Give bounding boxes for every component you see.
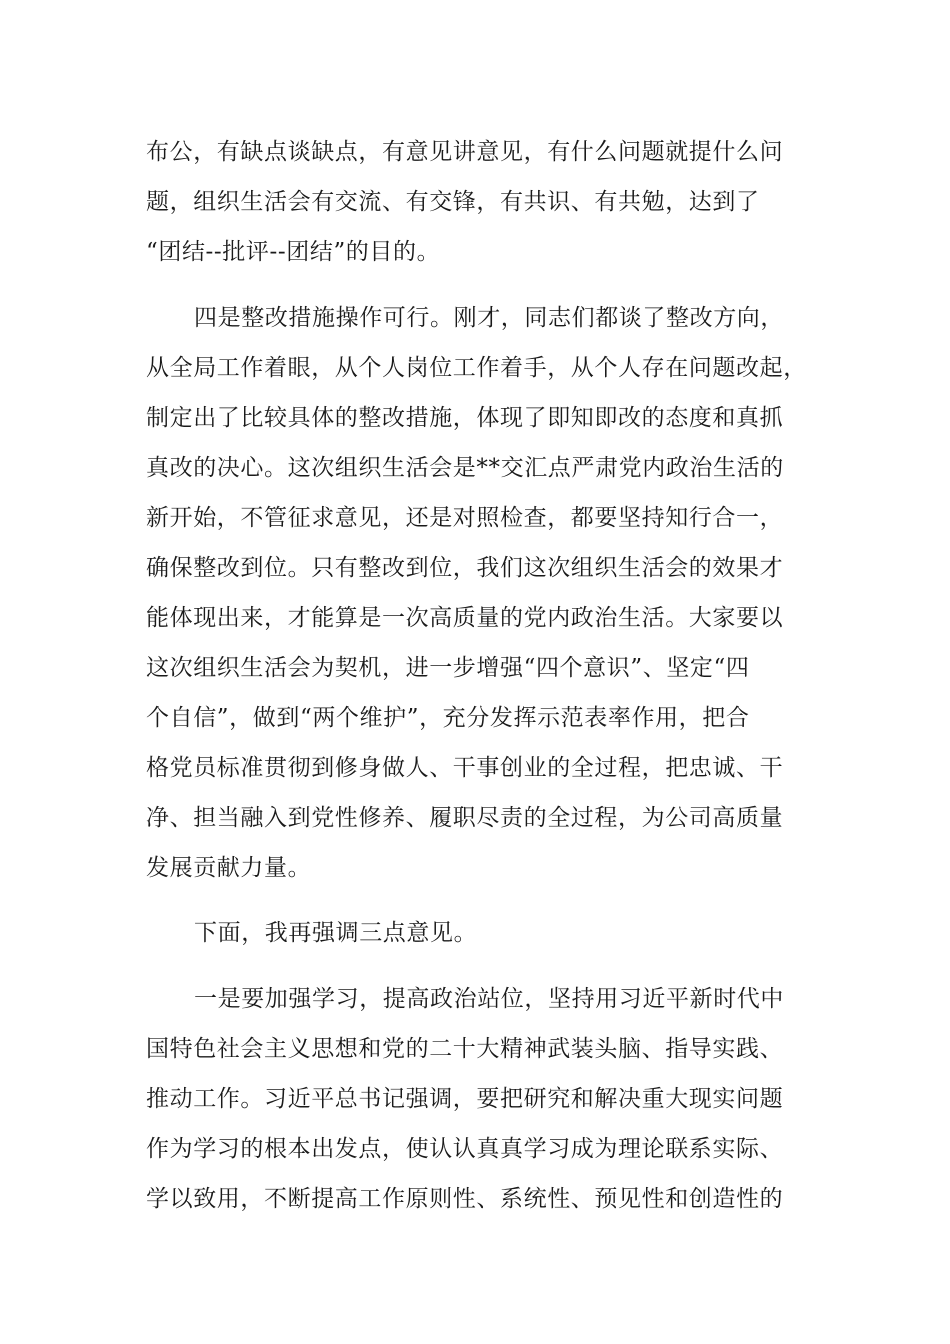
text-line: 真改的决心。这次组织生活会是**交汇点严肃党内政治生活的 xyxy=(146,455,784,481)
text-line: 净、担当融入到党性修养、履职尽责的全过程，为公司高质量 xyxy=(146,805,784,831)
text-line: 新开始，不管征求意见，还是对照检查，都要坚持知行合一， xyxy=(146,505,784,531)
text-line: “团结--批评--团结”的目的。 xyxy=(146,239,441,265)
text-line: 从全局工作着眼，从个人岗位工作着手，从个人存在问题改起， xyxy=(146,355,807,381)
text-line: 发展贡献力量。 xyxy=(146,855,312,881)
text-line: 推动工作。习近平总书记强调，要把研究和解决重大现实问题 xyxy=(146,1086,784,1112)
text-line: 格党员标准贯彻到修身做人、干事创业的全过程，把忠诚、干 xyxy=(146,755,784,781)
text-line: 国特色社会主义思想和党的二十大精神武装头脑、指导实践、 xyxy=(146,1036,784,1062)
paragraph-start-line: 下面，我再强调三点意见。 xyxy=(194,920,478,946)
text-line: 这次组织生活会为契机，进一步增强“四个意识”、坚定“四 xyxy=(146,655,750,681)
text-line: 个自信”，做到“两个维护”，充分发挥示范表率作用，把合 xyxy=(146,705,750,731)
paragraph-start-line: 一是要加强学习，提高政治站位，坚持用习近平新时代中 xyxy=(194,986,784,1012)
text-line: 制定出了比较具体的整改措施，体现了即知即改的态度和真抓 xyxy=(146,405,784,431)
text-line: 作为学习的根本出发点，使认认真真学习成为理论联系实际、 xyxy=(146,1136,784,1162)
text-line: 学以致用，不断提高工作原则性、系统性、预见性和创造性的 xyxy=(146,1186,784,1212)
paragraph-start-line: 四是整改措施操作可行。刚才，同志们都谈了整改方向， xyxy=(194,305,784,331)
text-line: 能体现出来，才能算是一次高质量的党内政治生活。大家要以 xyxy=(146,605,784,631)
text-line: 题，组织生活会有交流、有交锋，有共识、有共勉，达到了 xyxy=(146,189,760,215)
text-line: 布公，有缺点谈缺点，有意见讲意见，有什么问题就提什么问 xyxy=(146,139,784,165)
text-line: 确保整改到位。只有整改到位，我们这次组织生活会的效果才 xyxy=(146,555,784,581)
